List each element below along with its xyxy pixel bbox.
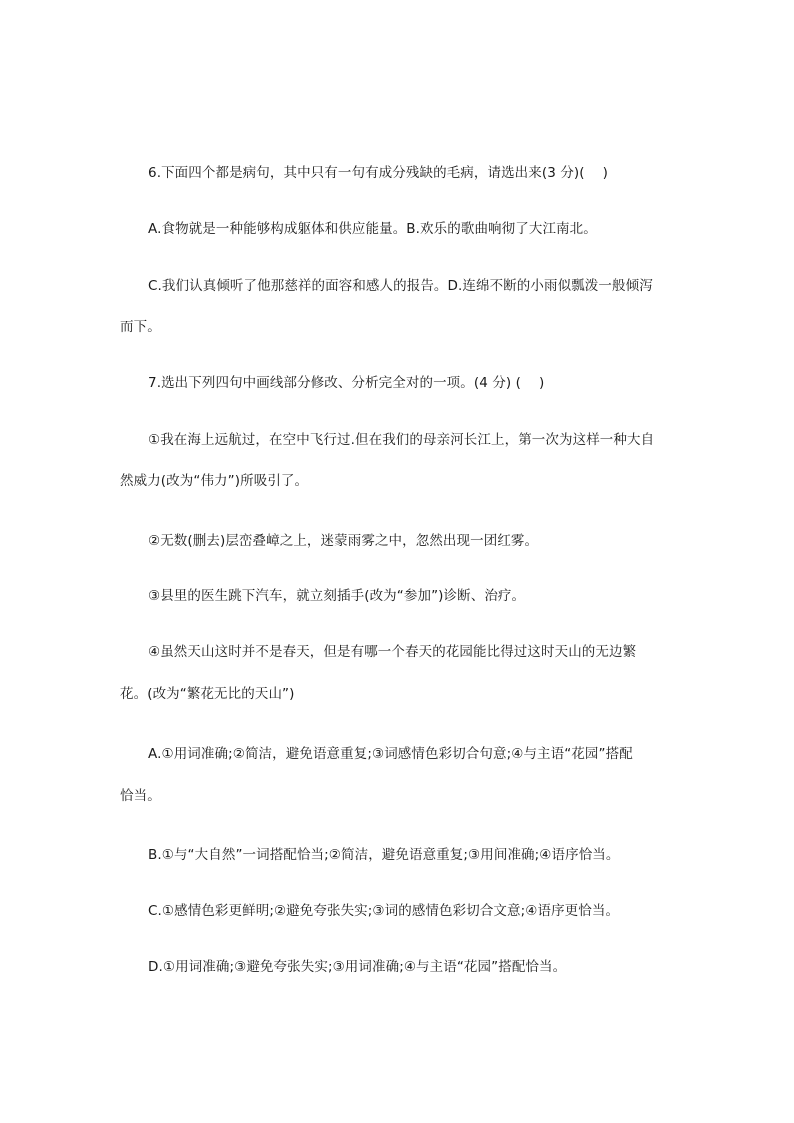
question-6-options-a-b: A.食物就是一种能够构成躯体和供应能量。B.欢乐的歌曲响彻了大江南北。 (148, 221, 597, 237)
question-7-option-b: B.①与“大自然”一词搭配恰当;②简洁，避免语意重复;③用间准确;④语序恰当。 (148, 847, 620, 863)
question-7-sentence-4-continued: 花。(改为“繁花无比的天山”) (120, 686, 295, 702)
question-7-option-c: C.①感情色彩更鲜明;②避免夸张失实;③词的感情色彩切合文意;④语序更恰当。 (148, 903, 620, 919)
question-7-stem: 7.选出下列四句中画线部分修改、分析完全对的一项。(4 分) ( ) (148, 375, 545, 391)
question-6-stem: 6.下面四个都是病句，其中只有一句有成分残缺的毛病，请选出来(3 分)( ) (148, 165, 609, 181)
question-7-sentence-3: ③县里的医生跳下汽车，就立刻插手(改为“参加”)诊断、治疗。 (148, 588, 526, 604)
question-7-sentence-2: ②无数(删去)层峦叠嶂之上，迷蒙雨雾之中，忽然出现一团红雾。 (148, 533, 539, 549)
question-7-option-d: D.①用词准确;③避免夸张失实;③用词准确;④与主语“花园”搭配恰当。 (148, 959, 567, 975)
question-7-option-a: A.①用词准确;②简洁，避免语意重复;③词感情色彩切合句意;④与主语“花园”搭配 (148, 746, 633, 762)
question-7-sentence-1: ①我在海上远航过，在空中飞行过.但在我们的母亲河长江上，第一次为这样一种大自 (148, 432, 655, 448)
question-6-options-c-d-continued: 而下。 (120, 319, 161, 335)
question-7-option-a-continued: 恰当。 (120, 788, 161, 804)
question-7-sentence-4: ④虽然天山这时并不是春天，但是有哪一个春天的花园能比得过这时天山的无边繁 (148, 644, 637, 660)
question-6-options-c-d: C.我们认真倾听了他那慈祥的面容和感人的报告。D.连绵不断的小雨似瓢泼一般倾泻 (148, 278, 653, 294)
question-7-sentence-1-continued: 然威力(改为“伟力”)所吸引了。 (120, 473, 309, 489)
